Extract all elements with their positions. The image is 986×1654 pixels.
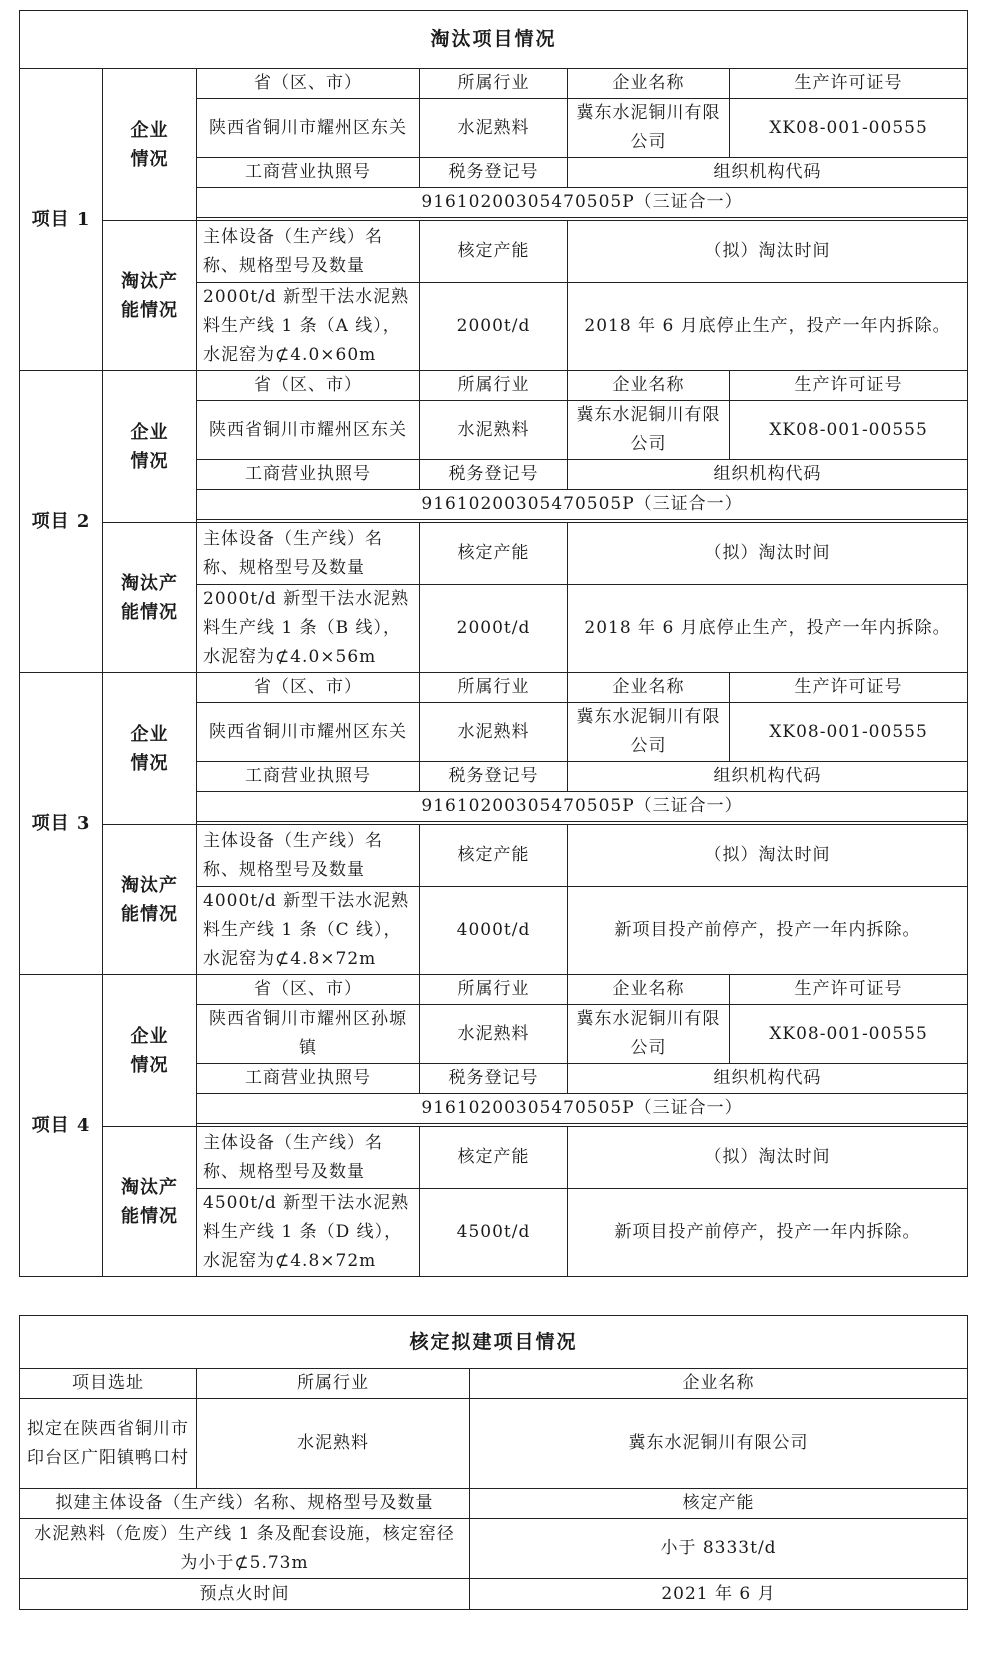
header-company: 企业名称 (568, 371, 730, 401)
header-org-code: 组织机构代码 (568, 460, 968, 490)
phaseout-cell: 2018 年 6 月底停止生产，投产一年内拆除。 (568, 283, 968, 371)
header-business-license: 工商营业执照号 (197, 158, 420, 188)
table-row (20, 673, 968, 703)
header-province: 省（区、市） (197, 975, 420, 1005)
header-business-license: 工商营业执照号 (197, 1064, 420, 1094)
header-industry: 所属行业 (420, 69, 568, 99)
header-ignition: 预点火时间 (20, 1579, 470, 1610)
header-phaseout: （拟）淘汰时间 (568, 825, 968, 887)
industry-cell: 水泥熟料 (420, 99, 568, 158)
header-industry: 所属行业 (420, 673, 568, 703)
section-title: 淘汰项目情况 (20, 11, 968, 69)
license-cell: XK08-001-00555 (730, 703, 968, 762)
header-capacity: 核定产能 (420, 523, 568, 585)
equipment-cell: 4500t/d 新型干法水泥熟料生产线 1 条（D 线），水泥窑为⊄4.8×72m (197, 1189, 420, 1277)
header-equipment: 拟建主体设备（生产线）名称、规格型号及数量 (20, 1489, 470, 1519)
table-row (20, 975, 968, 1005)
header-phaseout: （拟）淘汰时间 (568, 523, 968, 585)
industry-cell: 水泥熟料 (420, 401, 568, 460)
equipment-cell: 4000t/d 新型干法水泥熟料生产线 1 条（C 线），水泥窑为⊄4.8×72m (197, 887, 420, 975)
header-tax-reg: 税务登记号 (420, 1064, 568, 1094)
company-cell: 冀东水泥铜川有限公司 (568, 99, 730, 158)
capacity-label: 淘汰产 能情况 (103, 221, 197, 371)
equipment-cell: 水泥熟料（危废）生产线 1 条及配套设施，核定窑径为小于⊄5.73m (20, 1519, 470, 1579)
project-label: 项目 2 (20, 371, 103, 673)
header-org-code: 组织机构代码 (568, 158, 968, 188)
table-row (20, 69, 968, 99)
license-cell: XK08-001-00555 (730, 401, 968, 460)
header-phaseout: （拟）淘汰时间 (568, 221, 968, 283)
project-label: 项目 1 (20, 69, 103, 371)
company-cell: 冀东水泥铜川有限公司 (568, 703, 730, 762)
industry-cell: 水泥熟料 (420, 703, 568, 762)
header-business-license: 工商营业执照号 (197, 762, 420, 792)
header-company: 企业名称 (470, 1369, 968, 1399)
province-cell: 陕西省铜川市耀州区东关 (197, 703, 420, 762)
header-org-code: 组织机构代码 (568, 762, 968, 792)
capacity-cell: 4000t/d (420, 887, 568, 975)
header-equipment: 主体设备（生产线）名称、规格型号及数量 (197, 825, 420, 887)
table-row (20, 825, 968, 887)
capacity-cell: 2000t/d (420, 283, 568, 371)
header-capacity: 核定产能 (420, 1127, 568, 1189)
project-label: 项目 4 (20, 975, 103, 1277)
table-row (20, 371, 968, 401)
header-industry: 所属行业 (197, 1369, 470, 1399)
header-capacity: 核定产能 (420, 221, 568, 283)
section-title: 核定拟建项目情况 (20, 1316, 968, 1369)
capacity-label: 淘汰产 能情况 (103, 1127, 197, 1277)
header-company: 企业名称 (568, 69, 730, 99)
credit-code-cell: 91610200305470505P（三证合一） (197, 188, 968, 218)
header-phaseout: （拟）淘汰时间 (568, 1127, 968, 1189)
header-province: 省（区、市） (197, 371, 420, 401)
province-cell: 陕西省铜川市耀州区东关 (197, 401, 420, 460)
industry-cell: 水泥熟料 (197, 1399, 470, 1489)
capacity-cell: 4500t/d (420, 1189, 568, 1277)
header-province: 省（区、市） (197, 673, 420, 703)
company-cell: 冀东水泥铜川有限公司 (470, 1399, 968, 1489)
header-tax-reg: 税务登记号 (420, 762, 568, 792)
enterprise-label: 企业 情况 (103, 673, 197, 825)
header-capacity: 核定产能 (470, 1489, 968, 1519)
table-row (20, 523, 968, 585)
header-license: 生产许可证号 (730, 975, 968, 1005)
phaseout-table (19, 10, 968, 1277)
header-license: 生产许可证号 (730, 69, 968, 99)
capacity-label: 淘汰产 能情况 (103, 523, 197, 673)
header-capacity: 核定产能 (420, 825, 568, 887)
province-cell: 陕西省铜川市耀州区孙塬镇 (197, 1005, 420, 1064)
credit-code-cell: 91610200305470505P（三证合一） (197, 490, 968, 520)
header-company: 企业名称 (568, 673, 730, 703)
phaseout-cell: 新项目投产前停产，投产一年内拆除。 (568, 887, 968, 975)
license-cell: XK08-001-00555 (730, 99, 968, 158)
equipment-cell: 2000t/d 新型干法水泥熟料生产线 1 条（A 线），水泥窑为⊄4.0×60m (197, 283, 420, 371)
site-cell: 拟定在陕西省铜川市印台区广阳镇鸭口村 (20, 1399, 197, 1489)
company-cell: 冀东水泥铜川有限公司 (568, 1005, 730, 1064)
project-label: 项目 3 (20, 673, 103, 975)
proposed-project-table (19, 1315, 968, 1610)
header-province: 省（区、市） (197, 69, 420, 99)
header-site: 项目选址 (20, 1369, 197, 1399)
header-org-code: 组织机构代码 (568, 1064, 968, 1094)
enterprise-label: 企业 情况 (103, 975, 197, 1127)
header-tax-reg: 税务登记号 (420, 158, 568, 188)
header-license: 生产许可证号 (730, 673, 968, 703)
header-business-license: 工商营业执照号 (197, 460, 420, 490)
phaseout-cell: 新项目投产前停产，投产一年内拆除。 (568, 1189, 968, 1277)
province-cell: 陕西省铜川市耀州区东关 (197, 99, 420, 158)
industry-cell: 水泥熟料 (420, 1005, 568, 1064)
capacity-cell: 小于 8333t/d (470, 1519, 968, 1579)
capacity-label: 淘汰产 能情况 (103, 825, 197, 975)
phaseout-cell: 2018 年 6 月底停止生产，投产一年内拆除。 (568, 585, 968, 673)
capacity-cell: 2000t/d (420, 585, 568, 673)
header-equipment: 主体设备（生产线）名称、规格型号及数量 (197, 221, 420, 283)
header-industry: 所属行业 (420, 371, 568, 401)
enterprise-label: 企业 情况 (103, 371, 197, 523)
equipment-cell: 2000t/d 新型干法水泥熟料生产线 1 条（B 线），水泥窑为⊄4.0×56m (197, 585, 420, 673)
table-row (20, 1127, 968, 1189)
header-license: 生产许可证号 (730, 371, 968, 401)
company-cell: 冀东水泥铜川有限公司 (568, 401, 730, 460)
header-equipment: 主体设备（生产线）名称、规格型号及数量 (197, 1127, 420, 1189)
table-row (20, 221, 968, 283)
ignition-cell: 2021 年 6 月 (470, 1579, 968, 1610)
header-equipment: 主体设备（生产线）名称、规格型号及数量 (197, 523, 420, 585)
header-tax-reg: 税务登记号 (420, 460, 568, 490)
license-cell: XK08-001-00555 (730, 1005, 968, 1064)
enterprise-label: 企业 情况 (103, 69, 197, 221)
header-company: 企业名称 (568, 975, 730, 1005)
credit-code-cell: 91610200305470505P（三证合一） (197, 792, 968, 822)
header-industry: 所属行业 (420, 975, 568, 1005)
credit-code-cell: 91610200305470505P（三证合一） (197, 1094, 968, 1124)
